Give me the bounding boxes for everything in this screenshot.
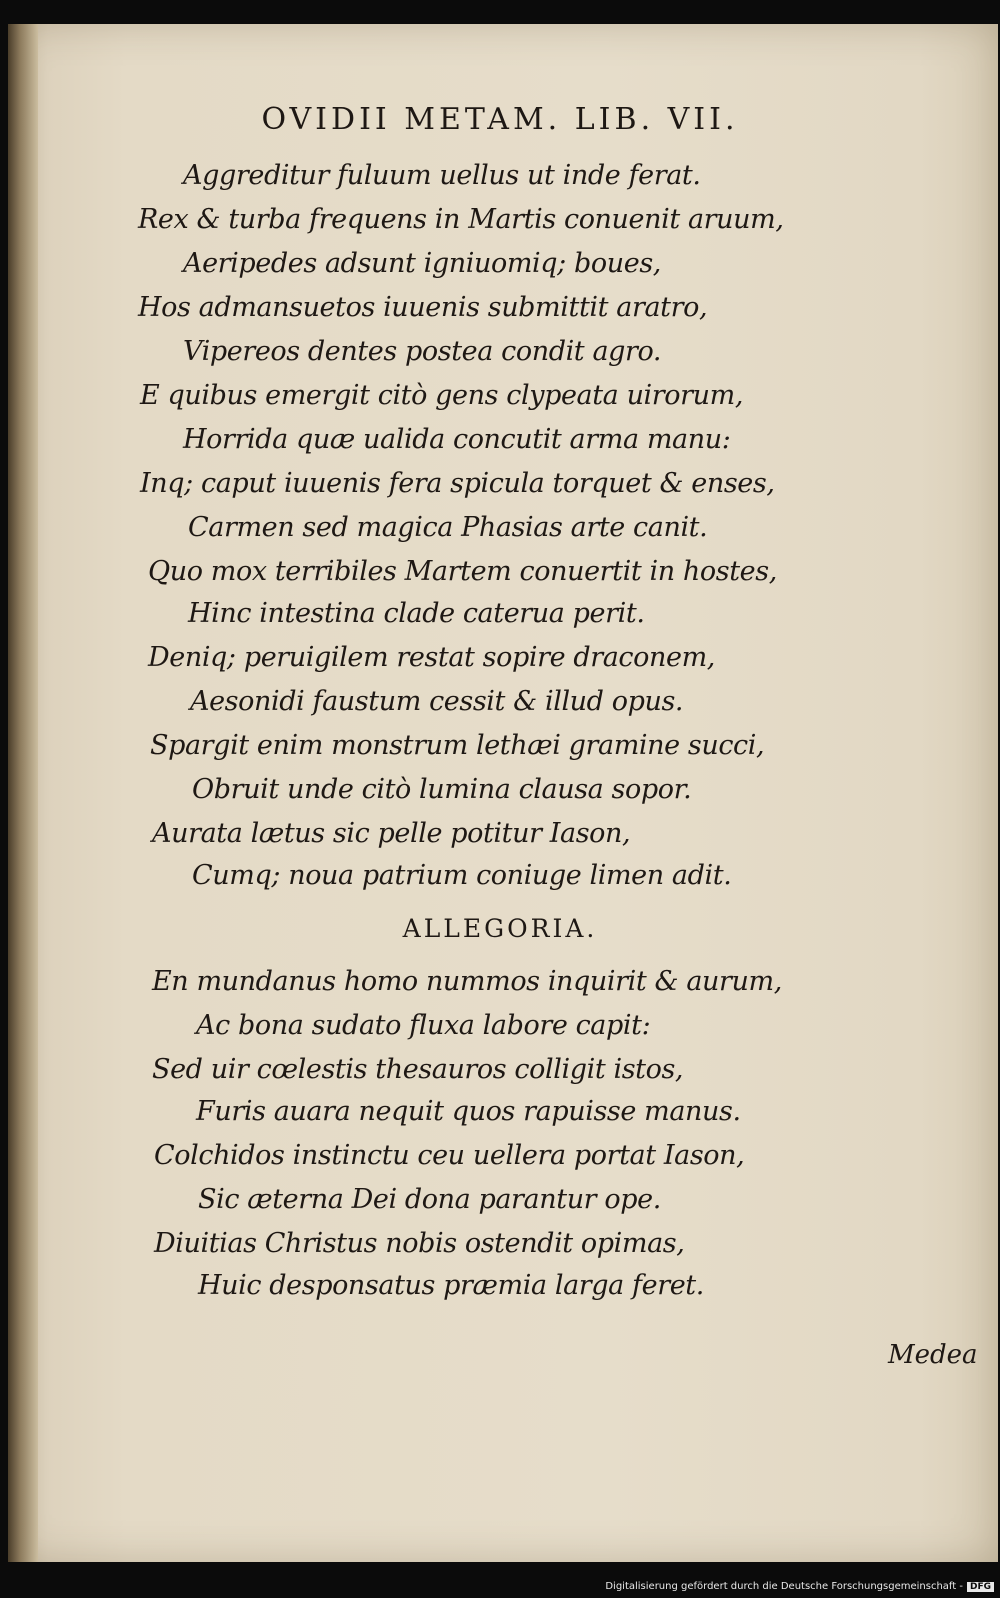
poem-line: Aeripedes adsunt igniuomiq; boues, [183,248,661,279]
poem-line: Deniq; peruigilem restat sopire draconem, [148,642,715,673]
poem-line: Horrida quæ ualida concutit arma manu: [183,424,731,455]
poem-line: Aggreditur fuluum uellus ut inde ferat. [183,160,701,191]
poem-line: Aurata lætus sic pelle potitur Iason, [152,818,631,849]
poem-line: Spargit enim monstrum lethæi gramine succi, [150,730,765,761]
allegoria-line: Colchidos instinctu ceu uellera portat Iason, [154,1140,745,1171]
footer-credit: Digitalisierung gefördert durch die Deutsche Forschungsgemeinschaft - [605,1581,963,1592]
poem-line: E quibus emergit citò gens clypeata uirorum, [140,380,744,411]
allegoria-line: Furis auara nequit quos rapuisse manus. [196,1096,741,1127]
running-header: OVIDII METAM. LIB. VII. [261,102,739,137]
allegoria-line: Huic desponsatus præmia larga feret. [198,1270,704,1301]
allegoria-line: Ac bona sudato fluxa labore capit: [196,1010,651,1041]
allegoria-line: Sed uir cœlestis thesauros colligit istos, [152,1054,684,1085]
poem-line: Aesonidi faustum cessit & illud opus. [190,686,684,717]
poem-line: Hos admansuetos iuuenis submittit aratro, [138,292,708,323]
allegoria-line: En mundanus homo nummos inquirit & aurum, [152,966,782,997]
allegoria-heading: ALLEGORIA. [402,914,598,943]
poem-line: Inq; caput iuuenis fera spicula torquet & enses, [140,468,775,499]
page-gutter [8,24,38,1562]
catchword: Medea [888,1340,978,1370]
allegoria-line: Sic æterna Dei dona parantur ope. [198,1184,661,1215]
poem-line: Obruit unde citò lumina clausa sopor. [192,774,692,805]
poem-line: Rex & turba frequens in Martis conuenit aruum, [138,204,784,235]
allegoria-line: Diuitias Christus nobis ostendit opimas, [154,1228,685,1259]
poem-line: Cumq; noua patrium coniuge limen adit. [192,860,732,891]
digitization-footer [605,1581,994,1592]
poem-line: Vipereos dentes postea condit agro. [183,336,662,367]
dfg-logo: DFG [967,1582,994,1592]
poem-line: Carmen sed magica Phasias arte canit. [188,512,708,543]
poem-line: Quo mox terribiles Martem conuertit in hostes, [148,556,777,587]
poem-line: Hinc intestina clade caterua perit. [188,598,645,629]
